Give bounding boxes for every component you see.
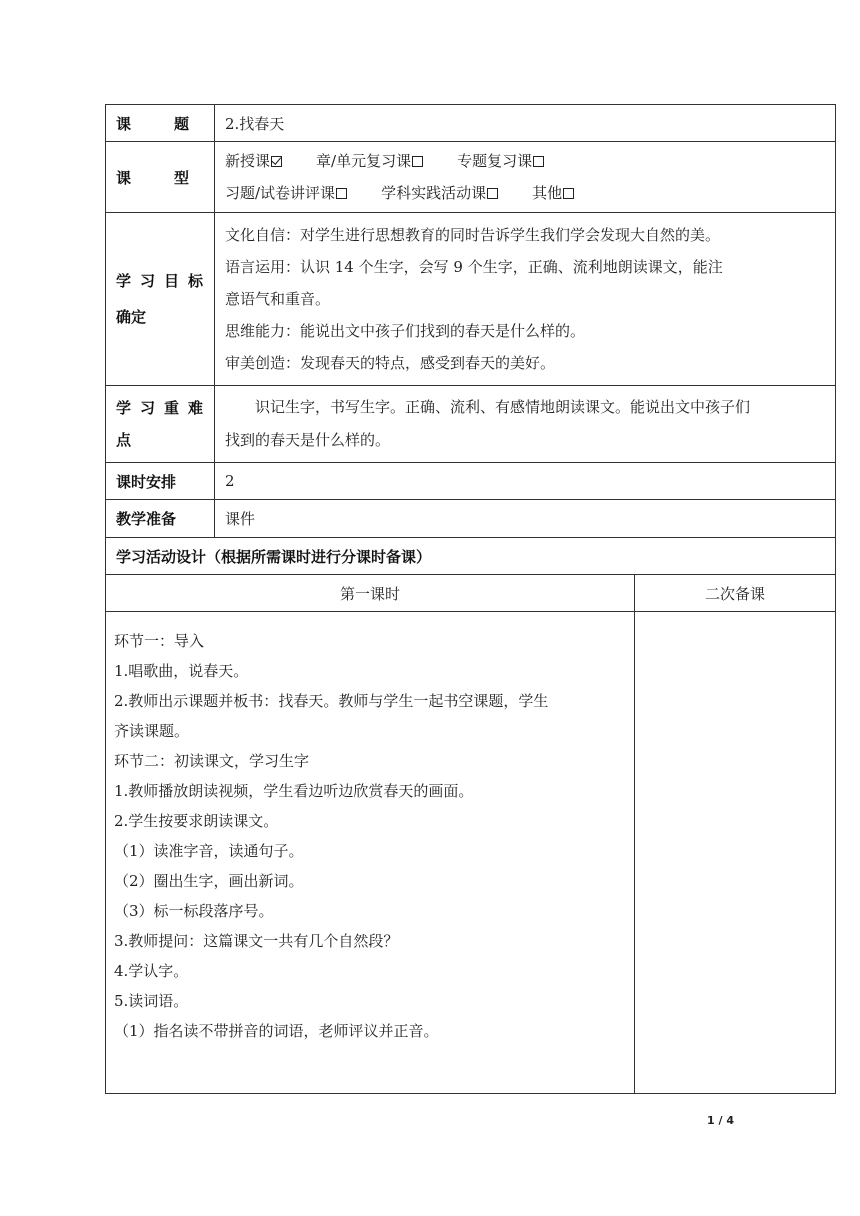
goal-line: 文化自信：对学生进行思想教育的同时告诉学生我们学会发现大自然的美。 — [225, 226, 721, 244]
goals-row — [106, 213, 836, 386]
type-option — [225, 145, 282, 177]
activity-line: 4.学认字。 — [114, 962, 189, 980]
type-options — [215, 142, 836, 213]
lesson-plan-table — [105, 104, 836, 1094]
goal-line: 语言运用：认识 14 个生字，会写 9 个生字，正确、流利地朗读课文，能注 — [225, 258, 723, 276]
key-points-row — [106, 386, 836, 463]
empty-checkbox-icon — [533, 156, 544, 167]
key-label-line-1: 学习重难 — [116, 399, 213, 417]
activity-line: 1.教师播放朗读视频，学生看边听边欣赏春天的画面。 — [114, 782, 474, 800]
key-line-2: 找到的春天是什么样的。 — [225, 431, 391, 449]
type-option-label: 学科实践活动课 — [381, 184, 487, 202]
type-option — [381, 177, 498, 209]
hours-label: 课时安排 — [106, 463, 215, 500]
type-option — [316, 145, 423, 177]
title-value: 2.找春天 — [215, 105, 836, 142]
activity-line: 齐读课题。 — [114, 722, 190, 740]
goals-label — [106, 213, 215, 386]
type-label: 课 型 — [106, 142, 215, 213]
goal-line: 审美创造：发现春天的特点，感受到春天的美好。 — [225, 354, 556, 372]
empty-checkbox-icon — [336, 188, 347, 199]
activity-line: 5.读词语。 — [114, 992, 189, 1010]
goal-line: 思维能力：能说出文中孩子们找到的春天是什么样的。 — [225, 322, 586, 340]
activity-line: 1.唱歌曲，说春天。 — [114, 662, 249, 680]
activity-line: 环节二：初读课文，学习生字 — [114, 752, 310, 770]
type-options-row-2 — [225, 177, 835, 209]
goal-line: 意语气和重音。 — [225, 290, 331, 308]
goals-label-line-1: 学习目标 — [116, 272, 213, 290]
empty-checkbox-icon — [412, 156, 423, 167]
type-option-label: 其他 — [532, 184, 563, 202]
activity-line: （1）指名读不带拼音的词语，老师评议并正音。 — [114, 1022, 439, 1040]
activity-line: 环节一：导入 — [114, 632, 205, 650]
activity-line: （1）读准字音，读通句子。 — [114, 842, 304, 860]
activity-line: 2.学生按要求朗读课文。 — [114, 812, 279, 830]
goals-content — [215, 213, 836, 386]
page-number-text: 1 / 4 — [707, 1114, 734, 1127]
column-header-row — [106, 575, 836, 612]
second-prep-header: 二次备课 — [635, 575, 836, 612]
hours-row — [106, 463, 836, 500]
type-row — [106, 142, 836, 213]
empty-checkbox-icon — [563, 188, 574, 199]
design-heading: 学习活动设计（根据所需课时进行分课时备课） — [106, 538, 836, 575]
second-prep-notes — [635, 612, 836, 1094]
type-option-label: 章/单元复习课 — [316, 152, 412, 170]
prep-row — [106, 500, 836, 538]
key-line-1: 识记生字，书写生字。正确、流利、有感情地朗读课文。能说出文中孩子们 — [225, 398, 751, 416]
type-option — [532, 177, 574, 209]
type-option — [225, 177, 347, 209]
activity-line: （3）标一标段落序号。 — [114, 902, 274, 920]
activities-row — [106, 612, 836, 1094]
activity-line: 3.教师提问：这篇课文一共有几个自然段？ — [114, 932, 399, 950]
first-lesson-header: 第一课时 — [106, 575, 635, 612]
goals-label-line-2: 确定 — [116, 308, 147, 326]
type-option-label: 专题复习课 — [457, 152, 533, 170]
prep-value: 课件 — [215, 500, 836, 538]
checked-box-icon — [271, 156, 282, 167]
type-options-row-1 — [225, 145, 835, 177]
hours-value: 2 — [215, 463, 836, 500]
title-row — [106, 105, 836, 142]
key-points-content — [215, 386, 836, 463]
activity-line: （2）圈出生字，画出新词。 — [114, 872, 304, 890]
activities-content — [106, 612, 635, 1094]
empty-checkbox-icon — [487, 188, 498, 199]
activity-line: 2.教师出示课题并板书：找春天。教师与学生一起书空课题，学生 — [114, 692, 549, 710]
design-heading-row — [106, 538, 836, 575]
key-points-label — [106, 386, 215, 463]
prep-label: 教学准备 — [106, 500, 215, 538]
key-label-line-2: 点 — [116, 431, 132, 449]
type-option-label: 新授课 — [225, 152, 271, 170]
title-label: 课 题 — [106, 105, 215, 142]
type-option — [457, 145, 544, 177]
type-option-label: 习题/试卷讲评课 — [225, 184, 336, 202]
